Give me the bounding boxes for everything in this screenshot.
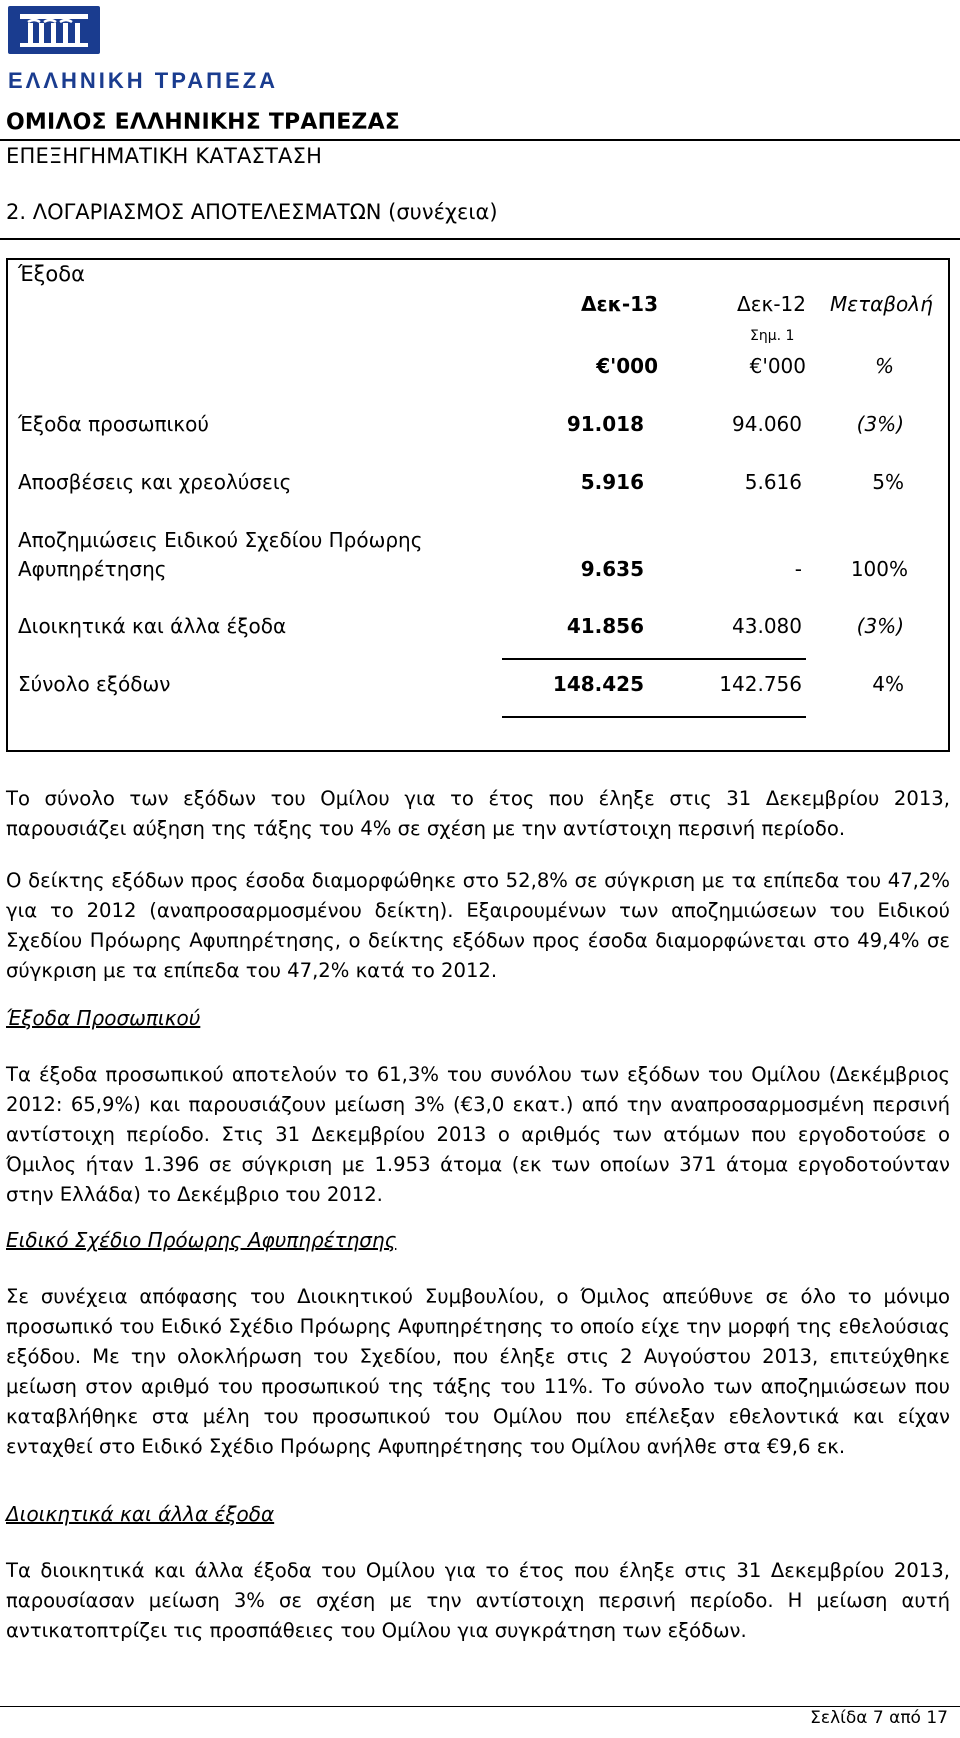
row-change: 5% [872, 470, 904, 494]
paragraph-staff-costs: Τα έξοδα προσωπικού αποτελούν το 61,3% του συνόλου των εξόδων του Ομίλου (Δεκέμβριος 2012: 65,9%) και παρουσιάζουν μείωση 3% (€3,0 εκατ.) από την αναπροσαρμοσμένη περσινή αντίστοιχη περίοδο. Στις 31 Δεκεμβρίου 2013 ο αριθμός των ατόμων που εργοδοτούσε ο Όμιλος ήταν 1.396 σε σύγκριση με 1.953 άτομα (εκ των οποίων 371 άτομα εργοδοτούνταν στην Ελλάδα) το Δεκέμβριο του 2012. [6, 1063, 950, 1206]
prior-note: Σημ. 1 [750, 328, 795, 344]
footer-divider [0, 1706, 960, 1707]
row-prior: - [794, 557, 802, 581]
row-label: Αποζημιώσεις Ειδικού Σχεδίου Πρόωρης [18, 528, 423, 552]
col-header-prior: Δεκ-12 [737, 292, 806, 316]
row-label: Έξοδα προσωπικού [18, 412, 209, 436]
heading-early-retirement: Ειδικό Σχέδιο Πρόωρης Αφυπηρέτησης [6, 1228, 397, 1252]
subtotal-underline [502, 658, 806, 660]
row-label: Διοικητικά και άλλα έξοδα [18, 614, 287, 638]
group-name: ΟΜΙΛΟΣ ΕΛΛΗΝΙΚΗΣ ΤΡΑΠΕΖΑΣ [6, 110, 401, 135]
col-header-change: Μεταβολή [830, 292, 933, 316]
row-prior: 94.060 [732, 412, 802, 436]
row-label: Αποσβέσεις και χρεολύσεις [18, 470, 292, 494]
unit-change: % [874, 354, 894, 378]
row-change: (3%) [856, 614, 904, 638]
paragraph-early-retirement: Σε συνέχεια απόφασης του Διοικητικού Συμβουλίου, ο Όμιλος απεύθυνε σε όλο το μόνιμο προσωπικό του Ειδικό Σχέδιο Πρόωρης Αφυπηρέτησης το οποίο είχε την μορφή της εθελούσιας εξόδου. Με την ολοκλήρωση του Σχεδίου, που έληξε στις 2 Αυγούστου 2013, επιτεύχθηκε μείωση στον αριθμό του προσωπικού της τάξης του 11%. Το σύνολο των αποζημιώσεων που καταβλήθηκε στα μέλη του προσωπικού του Ομίλου που επέλεξαν εθελοντικά και είχαν ενταχθεί στο Ειδικό Σχέδιο Πρόωρης Αφυπηρέτησης του Ομίλου ανήλθε στα €9,6 εκ. [6, 1285, 950, 1458]
bank-name-logotype: ΕΛΛΗΝΙΚΗ ΤΡΑΠΕΖΑ [8, 68, 279, 93]
unit-current: €'000 [596, 354, 658, 378]
row-change: 4% [872, 672, 904, 696]
header-divider [0, 139, 960, 141]
section-title: 2. ΛΟΓΑΡΙΑΣΜΟΣ ΑΠΟΤΕΛΕΣΜΑΤΩΝ (συνέχεια) [6, 200, 498, 224]
section-divider [0, 238, 960, 240]
row-change: (3%) [856, 412, 904, 436]
row-current: 9.635 [580, 557, 644, 581]
row-prior: 142.756 [719, 672, 802, 696]
row-change: 100% [850, 557, 908, 581]
paragraph-cost-income: Ο δείκτης εξόδων προς έσοδα διαμορφώθηκε στο 52,8% σε σύγκριση με τα επίπεδα του 47,2% για το 2012 (αναπροσαρμοσμένου δείκτη). Εξαιρουμένων των αποζημιώσεων του Ειδικού Σχεδίου Πρόωρης Αφυπηρέτησης, ο δείκτης εξόδων προς έσοδα διαμορφώνεται στο 49,4% σε σύγκριση με τα επίπεδα του 47,2% κατά το 2012. [6, 869, 950, 982]
row-prior: 5.616 [744, 470, 802, 494]
table-title: Έξοδα [18, 262, 85, 286]
row-current: 5.916 [580, 470, 644, 494]
row-label: Σύνολο εξόδων [18, 672, 171, 696]
page-number: Σελίδα 7 από 17 [810, 1708, 948, 1728]
row-current: 148.425 [552, 672, 644, 696]
heading-staff-costs: Έξοδα Προσωπικού [6, 1006, 201, 1030]
expenses-table [6, 258, 950, 752]
col-header-current: Δεκ-13 [581, 292, 658, 316]
total-underline [502, 716, 806, 718]
bank-logo [8, 6, 100, 54]
report-title: ΕΠΕΞΗΓΗΜΑΤΙΚΗ ΚΑΤΑΣΤΑΣΗ [6, 144, 323, 168]
row-current: 41.856 [566, 614, 644, 638]
row-current: 91.018 [566, 412, 644, 436]
heading-admin-expenses: Διοικητικά και άλλα έξοδα [6, 1502, 275, 1526]
unit-prior: €'000 [749, 354, 806, 378]
row-prior: 43.080 [732, 614, 802, 638]
paragraph-admin-expenses: Τα διοικητικά και άλλα έξοδα του Ομίλου για το έτος που έληξε στις 31 Δεκεμβρίου 2013, παρουσίασαν μείωση 3% σε σχέση με την αντίστοιχη περσινή περίοδο. Η μείωση αυτή αντικατοπτρίζει τις προσπάθειες του Ομίλου για συγκράτηση των εξόδων. [6, 1559, 950, 1642]
row-label-cont: Αφυπηρέτησης [18, 557, 167, 581]
column-emblem-icon [8, 6, 100, 54]
paragraph-total-expenses: Το σύνολο των εξόδων του Ομίλου για το έτος που έληξε στις 31 Δεκεμβρίου 2013, παρουσιάζει αύξηση της τάξης του 4% σε σχέση με την αντίστοιχη περσινή περίοδο. [6, 787, 950, 840]
